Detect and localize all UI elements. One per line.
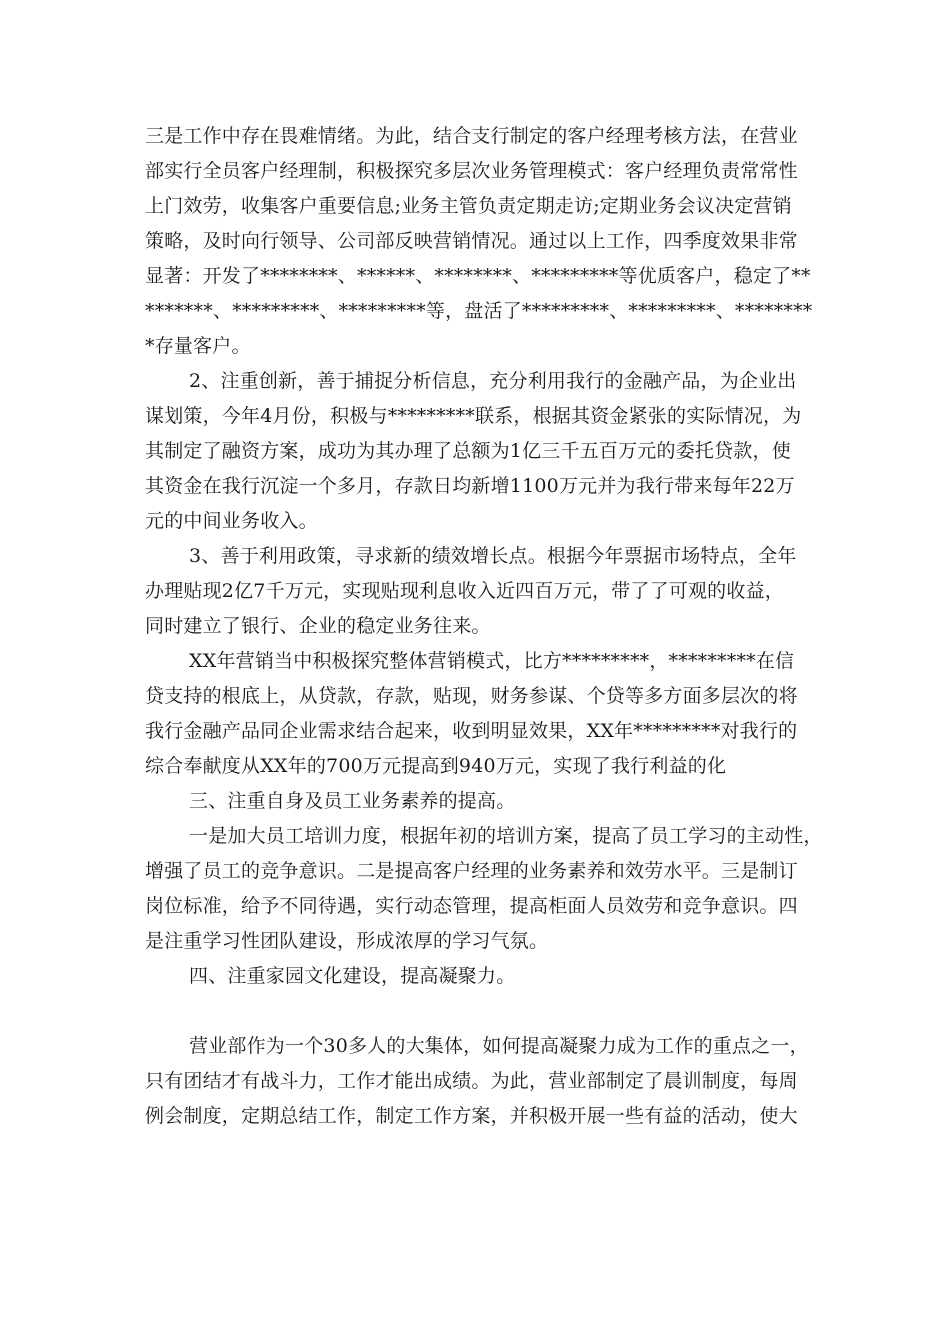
text-line: 营业部作为一个30多人的大集体，如何提高凝聚力成为工作的重点之一， xyxy=(189,1035,809,1057)
section-heading: 四、注重家园文化建设，提高凝聚力。 xyxy=(189,965,516,987)
text-line: 元的中间业务收入。 xyxy=(145,510,318,532)
text-line: 综合奉献度从XX年的700万元提高到940万元，实现了我行利益的化 xyxy=(145,755,727,777)
text-line: 上门效劳，收集客户重要信息;业务主管负责定期走访;定期业务会议决定营销 xyxy=(145,195,792,217)
text-line: 是注重学习性团队建设，形成浓厚的学习气氛。 xyxy=(145,930,549,952)
text-line: 3、善于利用政策，寻求新的绩效增长点。根据今年票据市场特点，全年 xyxy=(189,545,797,567)
text-line: 只有团结才有战斗力，工作才能出成绩。为此，营业部制定了晨训制度，每周 xyxy=(145,1070,798,1092)
text-line: XX年营销当中积极探究整体营销模式，比方*********，*********在信 xyxy=(189,650,795,672)
text-line: 显著：开发了********、******、********、*********等优质客户，稳定了** xyxy=(145,265,811,287)
section-heading: 三、注重自身及员工业务素养的提高。 xyxy=(189,790,516,812)
text-line: 谋划策，今年4月份，积极与*********联系，根据其资金紧张的实际情况，为 xyxy=(145,405,802,427)
text-line: *******、*********、*********等，盘活了*********、*********、******** xyxy=(145,300,813,322)
text-line: 一是加大员工培训力度，根据年初的培训方案，提高了员工学习的主动性， xyxy=(189,825,823,847)
text-line: 办理贴现2亿7千万元，实现贴现利息收入近四百万元，带了了可观的收益， xyxy=(145,580,784,602)
text-line: 其制定了融资方案，成功为其办理了总额为1亿三千五百万元的委托贷款，使 xyxy=(145,440,791,462)
text-line: 我行金融产品同企业需求结合起来，收到明显效果，XX年*********对我行的 xyxy=(145,720,798,742)
text-line: 2、注重创新，善于捕捉分析信息，充分利用我行的金融产品，为企业出 xyxy=(189,370,797,392)
text-line: *存量客户。 xyxy=(145,335,251,357)
text-line: 策略，及时向行领导、公司部反映营销情况。通过以上工作，四季度效果非常 xyxy=(145,230,798,252)
text-line: 三是工作中存在畏难情绪。为此，结合支行制定的客户经理考核方法，在营业 xyxy=(145,125,798,147)
text-line: 例会制度，定期总结工作，制定工作方案，并积极开展一些有益的活动，使大 xyxy=(145,1105,798,1127)
text-line: 增强了员工的竞争意识。二是提高客户经理的业务素养和效劳水平。三是制订 xyxy=(145,860,798,882)
text-line: 同时建立了银行、企业的稳定业务往来。 xyxy=(145,615,491,637)
text-line: 岗位标准，给予不同待遇，实行动态管理，提高柜面人员效劳和竞争意识。四 xyxy=(145,895,798,917)
text-line: 贷支持的根底上，从贷款，存款，贴现，财务参谋、个贷等多方面多层次的将 xyxy=(145,685,798,707)
text-line: 部实行全员客户经理制，积极探究多层次业务管理模式：客户经理负责常常性 xyxy=(145,160,798,182)
text-line: 其资金在我行沉淀一个多月，存款日均新增1100万元并为我行带来每年22万 xyxy=(145,475,795,497)
